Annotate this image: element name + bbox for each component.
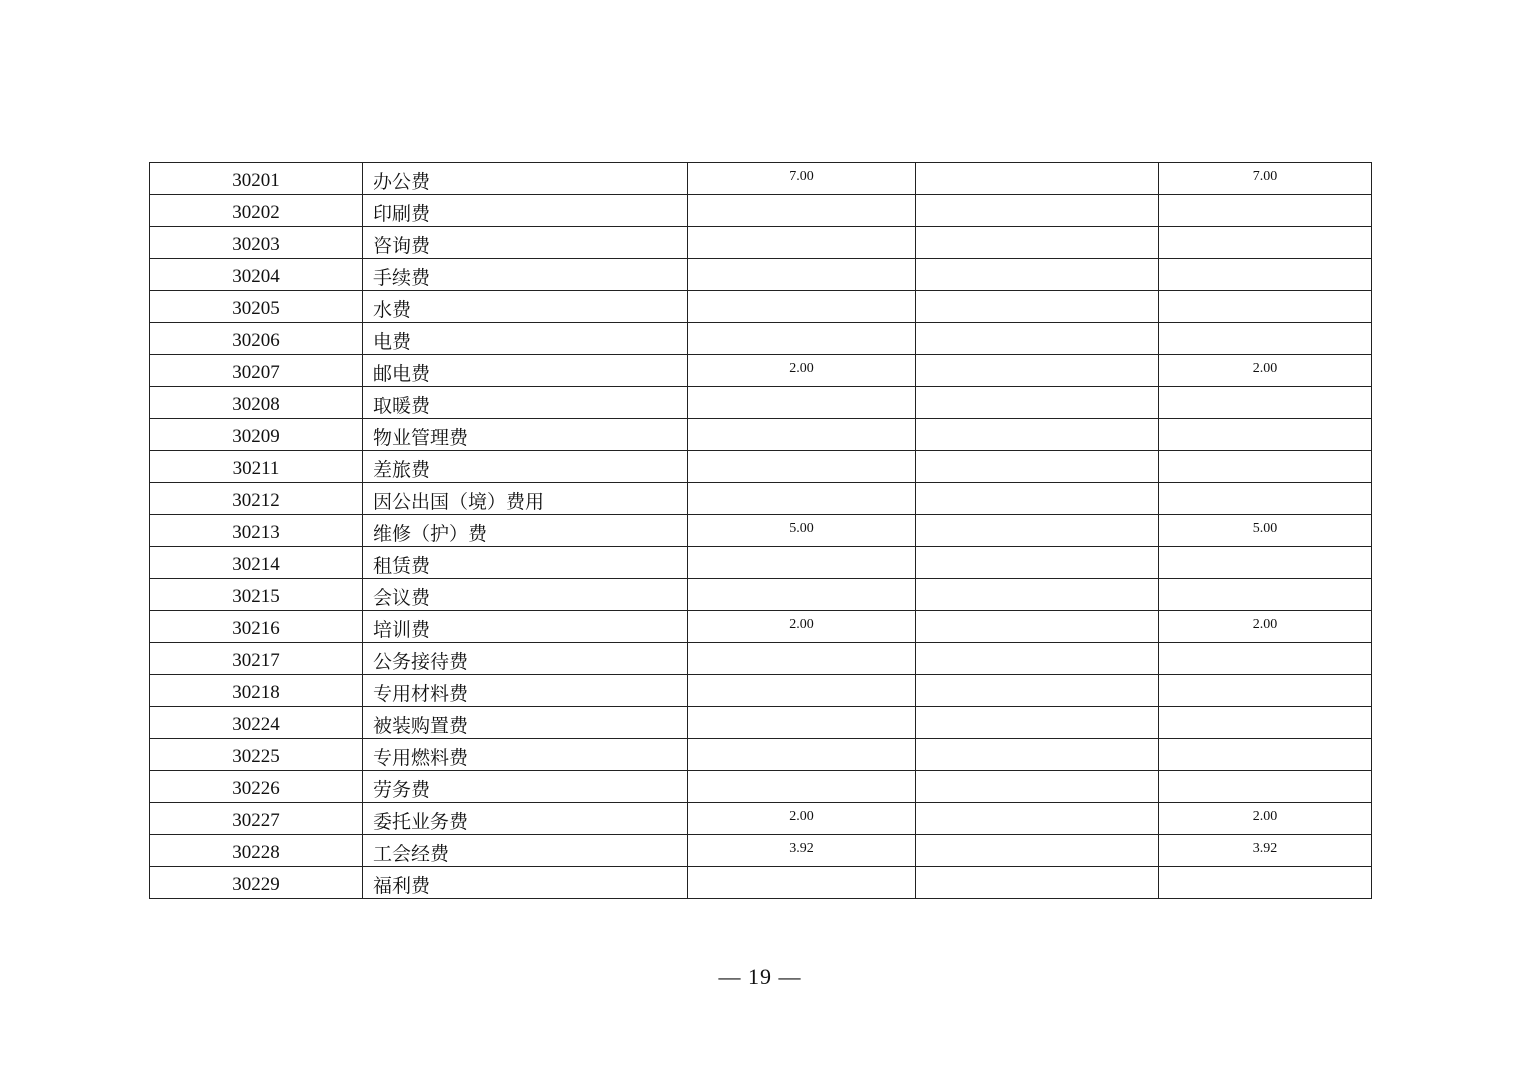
row-code-cell: 30213 <box>150 515 363 547</box>
row-amount-cell <box>1159 195 1372 227</box>
row-amount-cell: 5.00 <box>1159 515 1372 547</box>
row-name-cell: 工会经费 <box>363 835 688 867</box>
table-row <box>150 291 1372 323</box>
table-body <box>150 163 1372 899</box>
row-code-cell: 30225 <box>150 739 363 771</box>
row-amount-cell <box>916 323 1159 355</box>
table-row <box>150 835 1372 867</box>
row-code-cell: 30214 <box>150 547 363 579</box>
page-number: — 19 — <box>718 964 802 989</box>
row-amount-cell: 2.00 <box>1159 611 1372 643</box>
table-row <box>150 675 1372 707</box>
row-amount-cell <box>688 195 916 227</box>
row-amount-cell <box>916 259 1159 291</box>
row-amount-cell <box>688 451 916 483</box>
row-amount-cell <box>688 739 916 771</box>
row-amount-cell <box>1159 291 1372 323</box>
row-amount-cell <box>916 419 1159 451</box>
row-code-cell: 30215 <box>150 579 363 611</box>
table-row <box>150 547 1372 579</box>
row-code-cell: 30209 <box>150 419 363 451</box>
row-code-cell: 30202 <box>150 195 363 227</box>
row-amount-cell <box>916 451 1159 483</box>
row-amount-cell <box>916 387 1159 419</box>
table-row <box>150 643 1372 675</box>
table-row <box>150 163 1372 195</box>
row-amount-cell <box>916 483 1159 515</box>
row-amount-cell <box>1159 387 1372 419</box>
row-name-cell: 水费 <box>363 291 688 323</box>
row-amount-cell <box>1159 323 1372 355</box>
row-amount-cell <box>1159 579 1372 611</box>
row-name-cell: 物业管理费 <box>363 419 688 451</box>
row-amount-cell <box>1159 451 1372 483</box>
row-name-cell: 租赁费 <box>363 547 688 579</box>
row-name-cell: 维修（护）费 <box>363 515 688 547</box>
row-name-cell: 咨询费 <box>363 227 688 259</box>
row-amount-cell: 7.00 <box>688 163 916 195</box>
row-amount-cell <box>916 643 1159 675</box>
row-amount-cell <box>1159 547 1372 579</box>
row-amount-cell <box>916 195 1159 227</box>
row-name-cell: 办公费 <box>363 163 688 195</box>
row-code-cell: 30224 <box>150 707 363 739</box>
row-amount-cell <box>688 419 916 451</box>
row-name-cell: 专用燃料费 <box>363 739 688 771</box>
table-row <box>150 483 1372 515</box>
row-amount-cell <box>1159 227 1372 259</box>
row-amount-cell <box>688 579 916 611</box>
row-amount-cell <box>1159 675 1372 707</box>
table-row <box>150 323 1372 355</box>
row-code-cell: 30208 <box>150 387 363 419</box>
row-name-cell: 劳务费 <box>363 771 688 803</box>
row-name-cell: 取暖费 <box>363 387 688 419</box>
row-name-cell: 手续费 <box>363 259 688 291</box>
table-row <box>150 515 1372 547</box>
table-row <box>150 227 1372 259</box>
row-amount-cell <box>916 291 1159 323</box>
row-amount-cell <box>1159 707 1372 739</box>
row-amount-cell <box>916 163 1159 195</box>
row-amount-cell: 3.92 <box>1159 835 1372 867</box>
table-row <box>150 387 1372 419</box>
row-amount-cell <box>916 835 1159 867</box>
row-name-cell: 会议费 <box>363 579 688 611</box>
row-code-cell: 30205 <box>150 291 363 323</box>
row-amount-cell <box>1159 643 1372 675</box>
row-amount-cell <box>688 867 916 899</box>
row-name-cell: 委托业务费 <box>363 803 688 835</box>
row-name-cell: 被装购置费 <box>363 707 688 739</box>
row-amount-cell <box>1159 739 1372 771</box>
row-amount-cell: 2.00 <box>688 611 916 643</box>
row-amount-cell <box>688 675 916 707</box>
row-amount-cell <box>916 227 1159 259</box>
row-amount-cell <box>916 355 1159 387</box>
row-name-cell: 印刷费 <box>363 195 688 227</box>
row-amount-cell <box>916 803 1159 835</box>
row-amount-cell: 5.00 <box>688 515 916 547</box>
row-name-cell: 电费 <box>363 323 688 355</box>
row-name-cell: 福利费 <box>363 867 688 899</box>
row-amount-cell: 2.00 <box>688 355 916 387</box>
row-code-cell: 30203 <box>150 227 363 259</box>
budget-table <box>149 162 1372 899</box>
row-amount-cell <box>916 547 1159 579</box>
row-amount-cell <box>688 707 916 739</box>
row-name-cell: 培训费 <box>363 611 688 643</box>
table-row <box>150 259 1372 291</box>
row-code-cell: 30212 <box>150 483 363 515</box>
row-code-cell: 30211 <box>150 451 363 483</box>
row-name-cell: 公务接待费 <box>363 643 688 675</box>
row-code-cell: 30218 <box>150 675 363 707</box>
row-amount-cell: 2.00 <box>1159 355 1372 387</box>
row-name-cell: 差旅费 <box>363 451 688 483</box>
row-amount-cell <box>1159 259 1372 291</box>
row-amount-cell <box>688 483 916 515</box>
row-code-cell: 30216 <box>150 611 363 643</box>
row-amount-cell: 2.00 <box>688 803 916 835</box>
row-amount-cell <box>916 739 1159 771</box>
table-row <box>150 355 1372 387</box>
row-code-cell: 30207 <box>150 355 363 387</box>
row-code-cell: 30206 <box>150 323 363 355</box>
row-amount-cell <box>688 771 916 803</box>
row-amount-cell <box>688 387 916 419</box>
row-code-cell: 30228 <box>150 835 363 867</box>
row-amount-cell <box>688 227 916 259</box>
row-amount-cell <box>688 291 916 323</box>
row-amount-cell <box>688 547 916 579</box>
row-name-cell: 因公出国（境）费用 <box>363 483 688 515</box>
row-code-cell: 30204 <box>150 259 363 291</box>
row-name-cell: 邮电费 <box>363 355 688 387</box>
row-amount-cell <box>916 771 1159 803</box>
row-amount-cell <box>1159 419 1372 451</box>
row-amount-cell <box>688 643 916 675</box>
row-code-cell: 30227 <box>150 803 363 835</box>
table-row <box>150 867 1372 899</box>
row-amount-cell <box>1159 483 1372 515</box>
row-amount-cell <box>1159 771 1372 803</box>
table-row <box>150 419 1372 451</box>
row-amount-cell: 2.00 <box>1159 803 1372 835</box>
table-row <box>150 707 1372 739</box>
row-amount-cell <box>688 259 916 291</box>
row-amount-cell <box>916 515 1159 547</box>
table-row <box>150 771 1372 803</box>
row-code-cell: 30226 <box>150 771 363 803</box>
table-row <box>150 195 1372 227</box>
row-amount-cell <box>1159 867 1372 899</box>
row-amount-cell: 3.92 <box>688 835 916 867</box>
row-code-cell: 30217 <box>150 643 363 675</box>
row-amount-cell <box>916 707 1159 739</box>
row-amount-cell <box>916 867 1159 899</box>
row-name-cell: 专用材料费 <box>363 675 688 707</box>
table-row <box>150 451 1372 483</box>
table-row <box>150 579 1372 611</box>
row-amount-cell <box>916 611 1159 643</box>
table-row <box>150 803 1372 835</box>
row-code-cell: 30229 <box>150 867 363 899</box>
table-row <box>150 739 1372 771</box>
row-amount-cell <box>688 323 916 355</box>
row-amount-cell: 7.00 <box>1159 163 1372 195</box>
row-amount-cell <box>916 675 1159 707</box>
row-amount-cell <box>916 579 1159 611</box>
row-code-cell: 30201 <box>150 163 363 195</box>
table-row <box>150 611 1372 643</box>
